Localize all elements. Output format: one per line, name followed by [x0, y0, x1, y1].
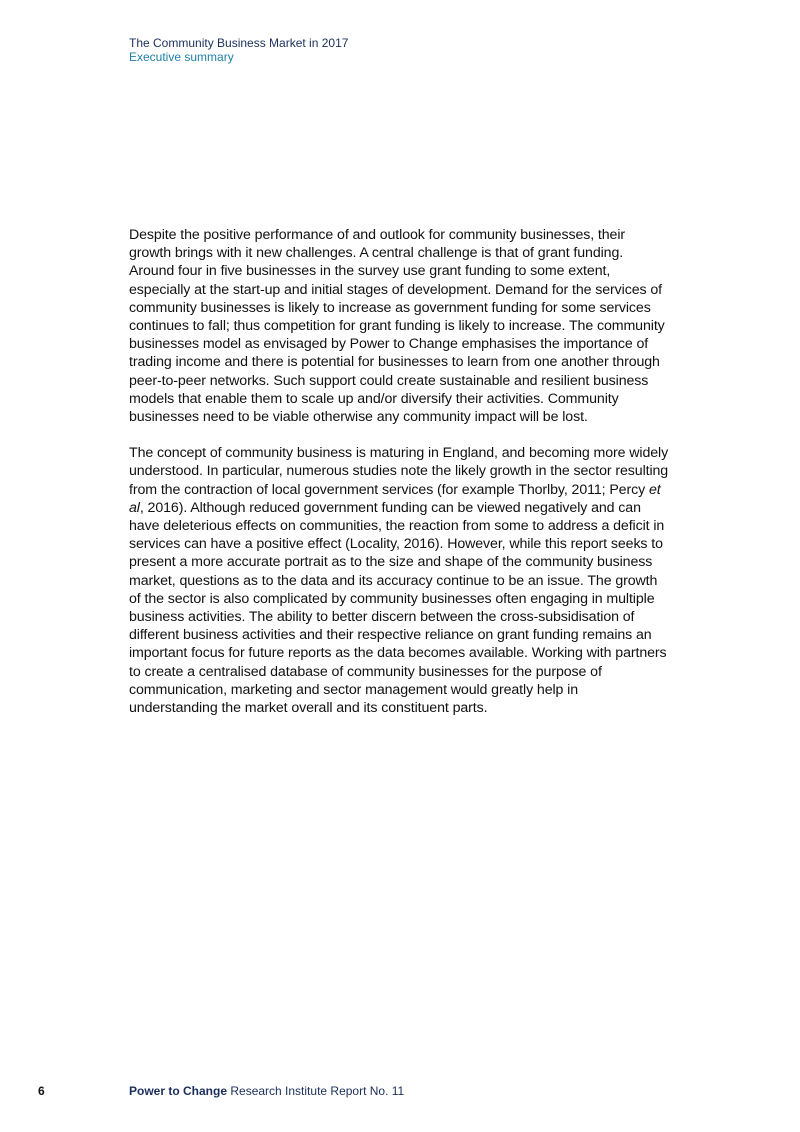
running-header [129, 36, 348, 64]
paragraph-spacer [129, 426, 669, 444]
paragraph-1: Despite the positive performance of and outlook for community businesses, their growth brings with it new challenges. A central challenge is that of grant funding. Around four in five businesses in the survey use grant funding to some extent, especially at the start-up and initial stages of development. Demand for the services of community businesses is likely to increase as government funding for some services continues to fall; thus competition for grant funding is likely to increase. The community businesses model as envisaged by Power to Change emphasises the importance of trading income and there is potential for businesses to learn from one another through peer-to-peer networks. Such support could create sustainable and resilient business models that enable them to scale up and/or diversify their activities. Community businesses need to be viable otherwise any community impact will be lost. [129, 227, 665, 426]
section-title: Executive summary [129, 50, 234, 64]
body-text [129, 226, 669, 717]
footer-brand [129, 1084, 404, 1098]
footer-org: Power to Change [129, 1084, 228, 1098]
paragraph-2-italic: et al [129, 481, 661, 516]
document-title: The Community Business Market in 2017 [129, 36, 349, 50]
paragraph-2-text-a: The concept of community business is maturing in England, and becoming more widely understood. In particular, numerous studies note the likely growth in the sector resulting from the contraction of local government services (for example Thorlby, 2011; Percy [129, 445, 669, 498]
page-number: 6 [38, 1084, 45, 1098]
footer-report: Research Institute Report No. 11 [230, 1084, 405, 1098]
paragraph-2-text-b: , 2016). Although reduced government funding can be viewed negatively and can have deleterious effects on communities, the reaction from some to address a deficit in services can have a positive effect (Locality, 2016). However, while this report seeks to present a more accurate portrait as to the size and shape of the community business market, questions as to the data and its accuracy continue to be an issue. The growth of the sector is also complicated by community businesses often engaging in multiple business activities. The ability to better discern between the cross-subsidisation of different business activities and their respective reliance on grant funding remains an important focus for future reports as the data becomes available. Working with partners to create a centralised database of community businesses for the purpose of communication, marketing and sector management would greatly help in understanding the market overall and its constituent parts. [129, 499, 667, 717]
paragraph-2 [129, 444, 669, 717]
